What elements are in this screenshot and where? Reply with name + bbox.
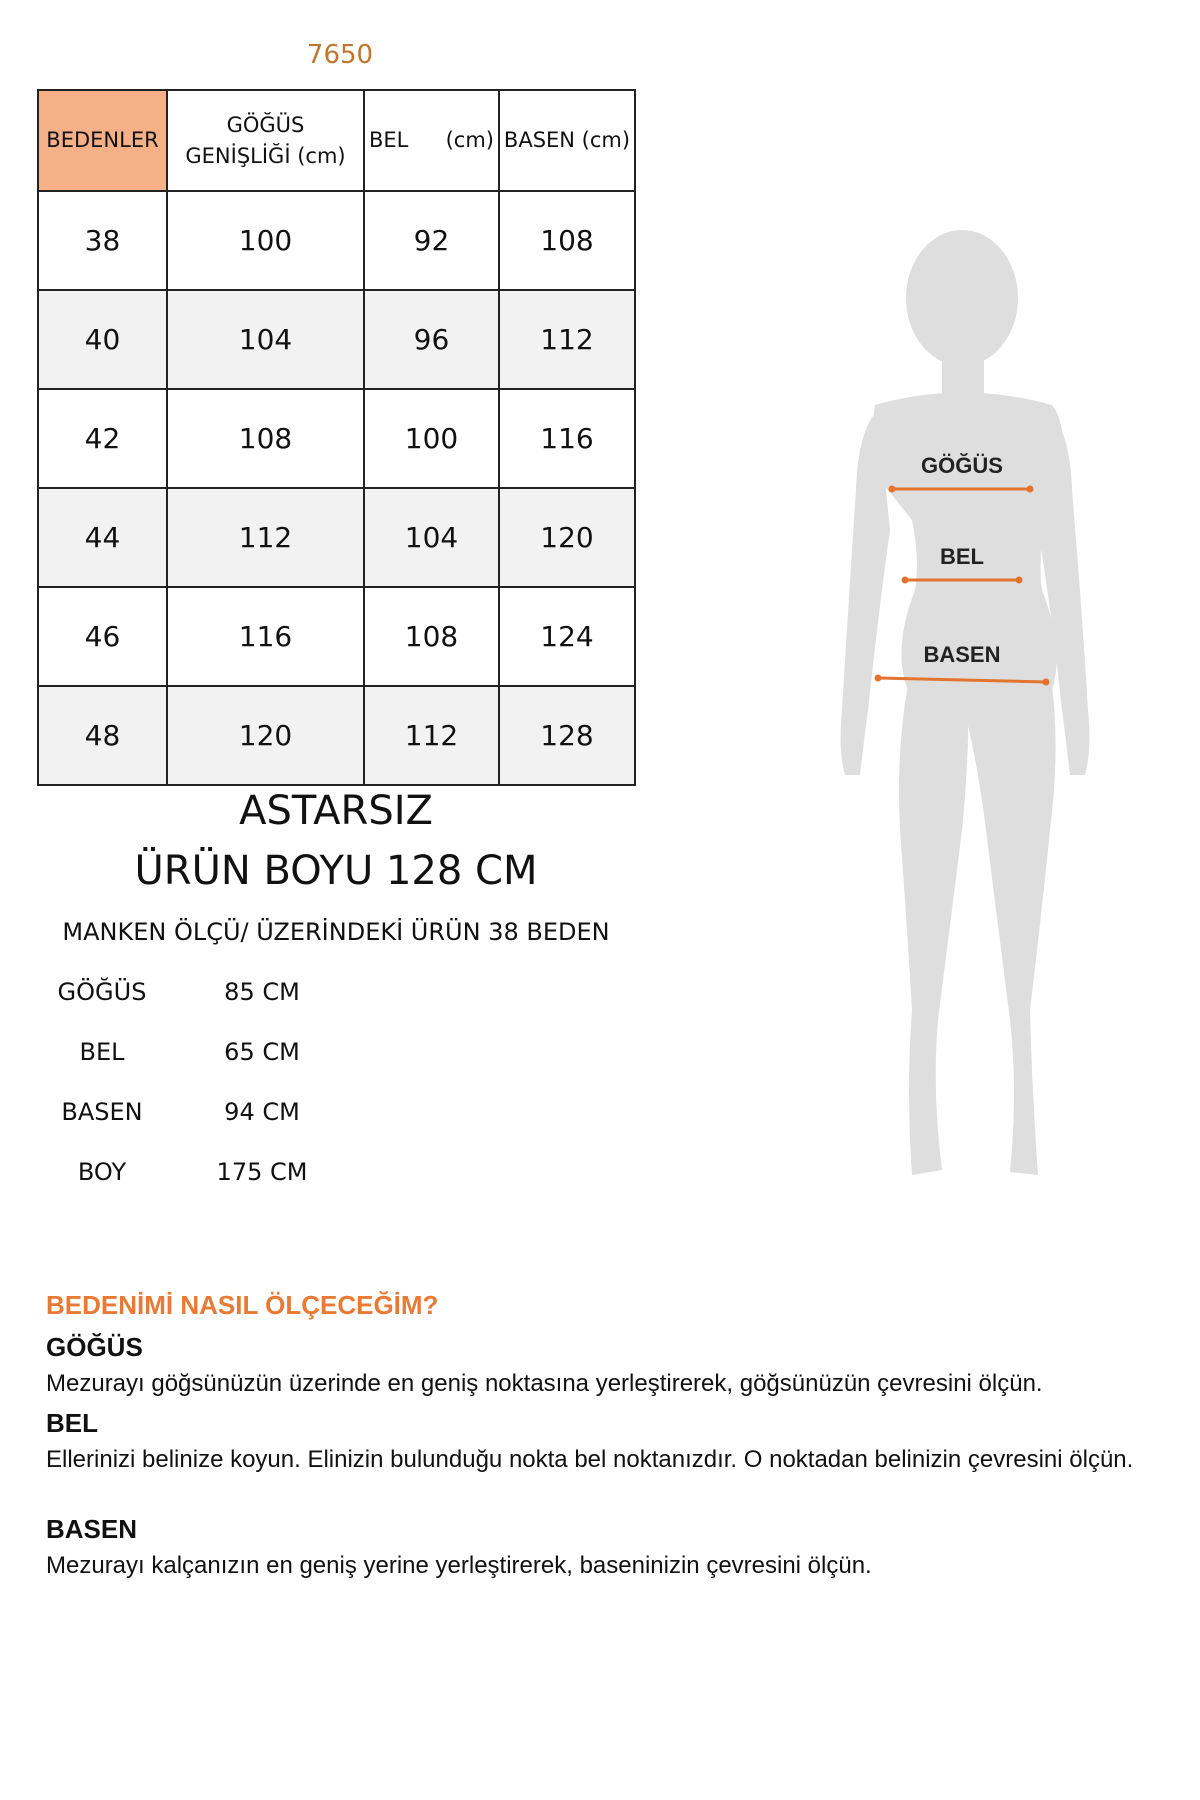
cell-chest: 108: [167, 389, 364, 488]
guide-waist-title: BEL: [46, 1408, 98, 1438]
table-row: [38, 389, 635, 488]
header-chest: [167, 90, 364, 191]
cell-waist: 104: [364, 488, 499, 587]
lining-label: ASTARSIZ: [239, 788, 433, 834]
guide-chest-title: GÖĞÜS: [46, 1332, 143, 1362]
body-figure: [820, 230, 1110, 1190]
size-chart-table: [37, 89, 636, 786]
cell-waist: 96: [364, 290, 499, 389]
cell-hip: 120: [499, 488, 635, 587]
body-silhouette-icon: [820, 230, 1110, 1190]
cell-hip: 124: [499, 587, 635, 686]
header-waist-label: BEL: [369, 128, 409, 153]
hip-line-dot: [1043, 679, 1050, 686]
cell-chest: 104: [167, 290, 364, 389]
cell-waist: 112: [364, 686, 499, 785]
cell-hip: 128: [499, 686, 635, 785]
left-arm-shape: [841, 410, 890, 775]
table-header-row: [38, 90, 635, 191]
right-leg-shape: [958, 685, 1056, 1175]
chest-line-dot: [889, 486, 896, 493]
table-row: [38, 587, 635, 686]
header-chest-line1: GÖĞÜS: [226, 113, 305, 138]
table-row: [38, 488, 635, 587]
figure-chest-label: GÖĞÜS: [921, 453, 1003, 478]
model-measurement-row: [37, 1098, 357, 1130]
header-hip: BASEN (cm): [499, 90, 635, 191]
header-waist: [364, 90, 499, 191]
cell-waist: 108: [364, 587, 499, 686]
guide-hip-title: BASEN: [46, 1514, 138, 1544]
waist-line-dot: [902, 577, 909, 584]
guide-title: BEDENİMİ NASIL ÖLÇECEĞİM?: [46, 1290, 439, 1320]
head-shape: [906, 230, 1018, 366]
figure-waist-label: BEL: [940, 544, 984, 569]
neck-shape: [942, 350, 984, 398]
cell-hip: 116: [499, 389, 635, 488]
header-waist-unit: (cm): [445, 128, 494, 153]
measurement-value: 65 CM: [224, 1038, 300, 1066]
measurement-value: 175 CM: [216, 1158, 308, 1186]
product-length: ÜRÜN BOYU 128 CM: [134, 848, 538, 894]
chest-line-dot: [1027, 486, 1034, 493]
measurement-label: BASEN: [61, 1098, 143, 1126]
model-measurement-row: [37, 1158, 357, 1190]
table-row: [38, 290, 635, 389]
cell-size: 44: [38, 488, 167, 587]
waist-line-dot: [1016, 577, 1023, 584]
table-row: [38, 191, 635, 290]
header-chest-line2: GENİŞLİĞİ (cm): [185, 143, 346, 168]
model-note: MANKEN ÖLÇÜ/ ÜZERİNDEKİ ÜRÜN 38 BEDEN: [62, 918, 610, 946]
cell-size: 42: [38, 389, 167, 488]
left-leg-shape: [899, 685, 968, 1175]
header-sizes: BEDENLER: [38, 90, 167, 191]
cell-size: 40: [38, 290, 167, 389]
cell-chest: 100: [167, 191, 364, 290]
guide-waist-text: Ellerinizi belinize koyun. Elinizin bulunduğu nokta bel noktanızdır. O noktadan belinizin çevresini ölçün.: [46, 1446, 1134, 1473]
model-measurement-row: [37, 1038, 357, 1070]
cell-waist: 92: [364, 191, 499, 290]
measurement-label: BEL: [79, 1038, 125, 1066]
guide-hip-text: Mezurayı kalçanızın en geniş yerine yerleştirerek, baseninizin çevresini ölçün.: [46, 1552, 872, 1579]
cell-hip: 108: [499, 191, 635, 290]
figure-hip-label: BASEN: [923, 642, 1001, 667]
hip-line-dot: [875, 675, 882, 682]
cell-hip: 112: [499, 290, 635, 389]
cell-size: 38: [38, 191, 167, 290]
cell-waist: 100: [364, 389, 499, 488]
product-code: 7650: [306, 40, 374, 70]
cell-size: 48: [38, 686, 167, 785]
measurement-value: 94 CM: [224, 1098, 300, 1126]
measurement-label: GÖĞÜS: [57, 978, 147, 1006]
cell-chest: 116: [167, 587, 364, 686]
guide-chest-text: Mezurayı göğsünüzün üzerinde en geniş noktasına yerleştirerek, göğsünüzün çevresini ölçün.: [46, 1370, 1043, 1397]
measurement-value: 85 CM: [224, 978, 300, 1006]
table-row: [38, 686, 635, 785]
cell-chest: 112: [167, 488, 364, 587]
model-measurement-row: [37, 978, 357, 1010]
silhouette-shape: [841, 230, 1090, 1175]
cell-size: 46: [38, 587, 167, 686]
measurement-label: BOY: [77, 1158, 127, 1186]
cell-chest: 120: [167, 686, 364, 785]
